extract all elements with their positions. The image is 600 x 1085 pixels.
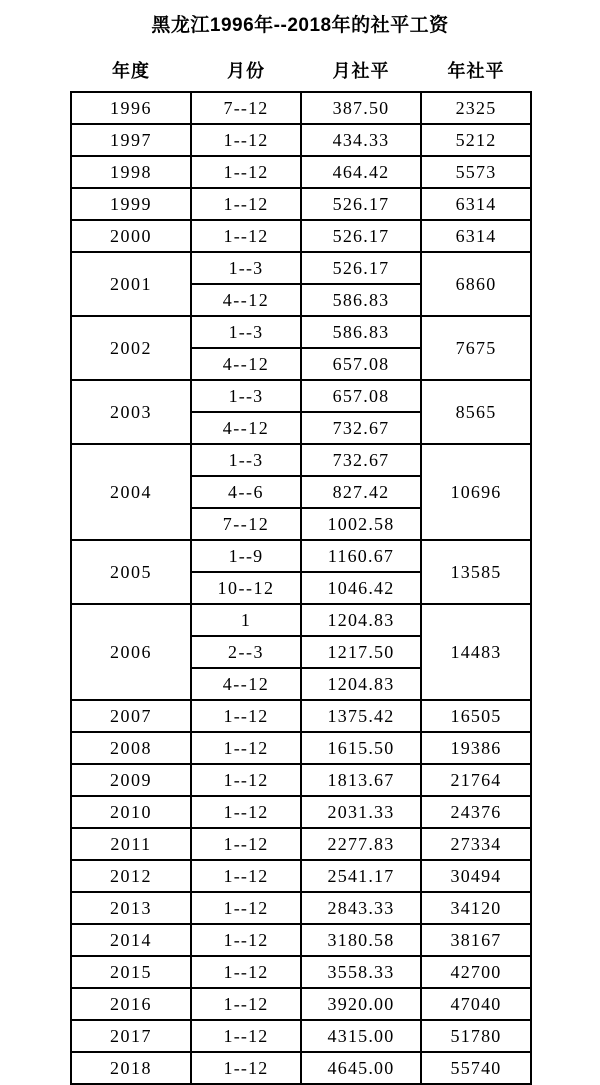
cell-year: 2006 <box>71 604 191 700</box>
cell-annual-wage: 16505 <box>421 700 531 732</box>
cell-year: 2005 <box>71 540 191 604</box>
cell-year: 2008 <box>71 732 191 764</box>
cell-monthly-wage: 434.33 <box>301 124 421 156</box>
cell-month: 4--12 <box>191 284 301 316</box>
cell-annual-wage: 51780 <box>421 1020 531 1052</box>
cell-monthly-wage: 4315.00 <box>301 1020 421 1052</box>
table-row <box>71 1052 531 1084</box>
cell-monthly-wage: 2541.17 <box>301 860 421 892</box>
cell-monthly-wage: 1160.67 <box>301 540 421 572</box>
table-body <box>71 92 531 1084</box>
cell-month: 1--12 <box>191 796 301 828</box>
table-row <box>71 92 531 124</box>
table-header <box>71 55 531 92</box>
table-row <box>71 220 531 252</box>
table-row <box>71 252 531 284</box>
cell-month: 1--12 <box>191 988 301 1020</box>
cell-annual-wage: 27334 <box>421 828 531 860</box>
cell-year: 1996 <box>71 92 191 124</box>
cell-monthly-wage: 2277.83 <box>301 828 421 860</box>
column-header-month: 月份 <box>227 61 265 81</box>
table-row <box>71 188 531 220</box>
cell-month: 1--12 <box>191 828 301 860</box>
table-row <box>71 540 531 572</box>
cell-year: 2004 <box>71 444 191 540</box>
cell-annual-wage: 47040 <box>421 988 531 1020</box>
table-row <box>71 860 531 892</box>
cell-annual-wage: 30494 <box>421 860 531 892</box>
cell-annual-wage: 2325 <box>421 92 531 124</box>
table-row <box>71 956 531 988</box>
cell-month: 4--6 <box>191 476 301 508</box>
cell-year: 2014 <box>71 924 191 956</box>
cell-annual-wage: 7675 <box>421 316 531 380</box>
cell-monthly-wage: 1375.42 <box>301 700 421 732</box>
cell-year: 2017 <box>71 1020 191 1052</box>
cell-month: 1--12 <box>191 860 301 892</box>
cell-year: 2009 <box>71 764 191 796</box>
cell-annual-wage: 24376 <box>421 796 531 828</box>
cell-monthly-wage: 657.08 <box>301 348 421 380</box>
cell-year: 2018 <box>71 1052 191 1084</box>
cell-monthly-wage: 657.08 <box>301 380 421 412</box>
cell-monthly-wage: 4645.00 <box>301 1052 421 1084</box>
cell-year: 2002 <box>71 316 191 380</box>
column-header-annual-wage: 年社平 <box>447 61 505 81</box>
cell-monthly-wage: 827.42 <box>301 476 421 508</box>
table-row <box>71 124 531 156</box>
table-header-row <box>71 55 531 92</box>
table-row <box>71 732 531 764</box>
table-row <box>71 380 531 412</box>
cell-monthly-wage: 586.83 <box>301 284 421 316</box>
cell-year: 1997 <box>71 124 191 156</box>
cell-annual-wage: 19386 <box>421 732 531 764</box>
cell-year: 2016 <box>71 988 191 1020</box>
cell-month: 1 <box>191 604 301 636</box>
cell-year: 1998 <box>71 156 191 188</box>
cell-year: 2001 <box>71 252 191 316</box>
cell-year: 2011 <box>71 828 191 860</box>
cell-month: 1--12 <box>191 1020 301 1052</box>
cell-year: 2007 <box>71 700 191 732</box>
cell-monthly-wage: 2031.33 <box>301 796 421 828</box>
cell-month: 1--12 <box>191 956 301 988</box>
cell-annual-wage: 6314 <box>421 220 531 252</box>
cell-monthly-wage: 1002.58 <box>301 508 421 540</box>
cell-month: 10--12 <box>191 572 301 604</box>
cell-year: 2003 <box>71 380 191 444</box>
cell-monthly-wage: 1615.50 <box>301 732 421 764</box>
table-row <box>71 828 531 860</box>
cell-monthly-wage: 1813.67 <box>301 764 421 796</box>
cell-month: 1--3 <box>191 380 301 412</box>
cell-month: 1--12 <box>191 764 301 796</box>
cell-month: 1--3 <box>191 444 301 476</box>
cell-monthly-wage: 1217.50 <box>301 636 421 668</box>
cell-monthly-wage: 732.67 <box>301 444 421 476</box>
table-row <box>71 924 531 956</box>
cell-annual-wage: 42700 <box>421 956 531 988</box>
column-header-monthly-wage: 月社平 <box>332 61 390 81</box>
cell-year: 2012 <box>71 860 191 892</box>
cell-annual-wage: 13585 <box>421 540 531 604</box>
cell-month: 1--12 <box>191 1052 301 1084</box>
cell-year: 2000 <box>71 220 191 252</box>
cell-month: 1--12 <box>191 732 301 764</box>
wage-table-container <box>70 55 530 1085</box>
cell-year: 1999 <box>71 188 191 220</box>
cell-annual-wage: 55740 <box>421 1052 531 1084</box>
table-row <box>71 764 531 796</box>
cell-year: 2013 <box>71 892 191 924</box>
cell-month: 4--12 <box>191 668 301 700</box>
table-row <box>71 1020 531 1052</box>
cell-monthly-wage: 732.67 <box>301 412 421 444</box>
cell-annual-wage: 21764 <box>421 764 531 796</box>
cell-monthly-wage: 2843.33 <box>301 892 421 924</box>
cell-monthly-wage: 1046.42 <box>301 572 421 604</box>
table-row <box>71 700 531 732</box>
cell-monthly-wage: 1204.83 <box>301 668 421 700</box>
cell-monthly-wage: 1204.83 <box>301 604 421 636</box>
cell-year: 2010 <box>71 796 191 828</box>
cell-monthly-wage: 3558.33 <box>301 956 421 988</box>
cell-monthly-wage: 586.83 <box>301 316 421 348</box>
cell-month: 1--12 <box>191 156 301 188</box>
column-header-year: 年度 <box>112 61 150 81</box>
wage-table <box>70 55 532 1085</box>
cell-monthly-wage: 526.17 <box>301 252 421 284</box>
cell-month: 1--3 <box>191 316 301 348</box>
cell-month: 4--12 <box>191 348 301 380</box>
table-row <box>71 316 531 348</box>
cell-month: 7--12 <box>191 92 301 124</box>
table-row <box>71 988 531 1020</box>
cell-year: 2015 <box>71 956 191 988</box>
cell-month: 1--3 <box>191 252 301 284</box>
table-row <box>71 892 531 924</box>
cell-annual-wage: 6314 <box>421 188 531 220</box>
cell-annual-wage: 38167 <box>421 924 531 956</box>
cell-month: 1--12 <box>191 220 301 252</box>
cell-month: 1--12 <box>191 700 301 732</box>
cell-monthly-wage: 3920.00 <box>301 988 421 1020</box>
cell-month: 1--9 <box>191 540 301 572</box>
cell-annual-wage: 34120 <box>421 892 531 924</box>
cell-month: 2--3 <box>191 636 301 668</box>
cell-annual-wage: 14483 <box>421 604 531 700</box>
cell-month: 1--12 <box>191 188 301 220</box>
table-row <box>71 604 531 636</box>
page-title: 黑龙江1996年--2018年的社平工资 <box>151 15 449 36</box>
cell-month: 1--12 <box>191 124 301 156</box>
cell-month: 1--12 <box>191 892 301 924</box>
cell-month: 7--12 <box>191 508 301 540</box>
cell-annual-wage: 8565 <box>421 380 531 444</box>
cell-monthly-wage: 526.17 <box>301 220 421 252</box>
cell-monthly-wage: 464.42 <box>301 156 421 188</box>
cell-monthly-wage: 3180.58 <box>301 924 421 956</box>
cell-annual-wage: 6860 <box>421 252 531 316</box>
cell-monthly-wage: 526.17 <box>301 188 421 220</box>
cell-annual-wage: 5573 <box>421 156 531 188</box>
cell-annual-wage: 10696 <box>421 444 531 540</box>
table-row <box>71 444 531 476</box>
cell-month: 1--12 <box>191 924 301 956</box>
cell-month: 4--12 <box>191 412 301 444</box>
table-row <box>71 156 531 188</box>
cell-monthly-wage: 387.50 <box>301 92 421 124</box>
cell-annual-wage: 5212 <box>421 124 531 156</box>
table-row <box>71 796 531 828</box>
